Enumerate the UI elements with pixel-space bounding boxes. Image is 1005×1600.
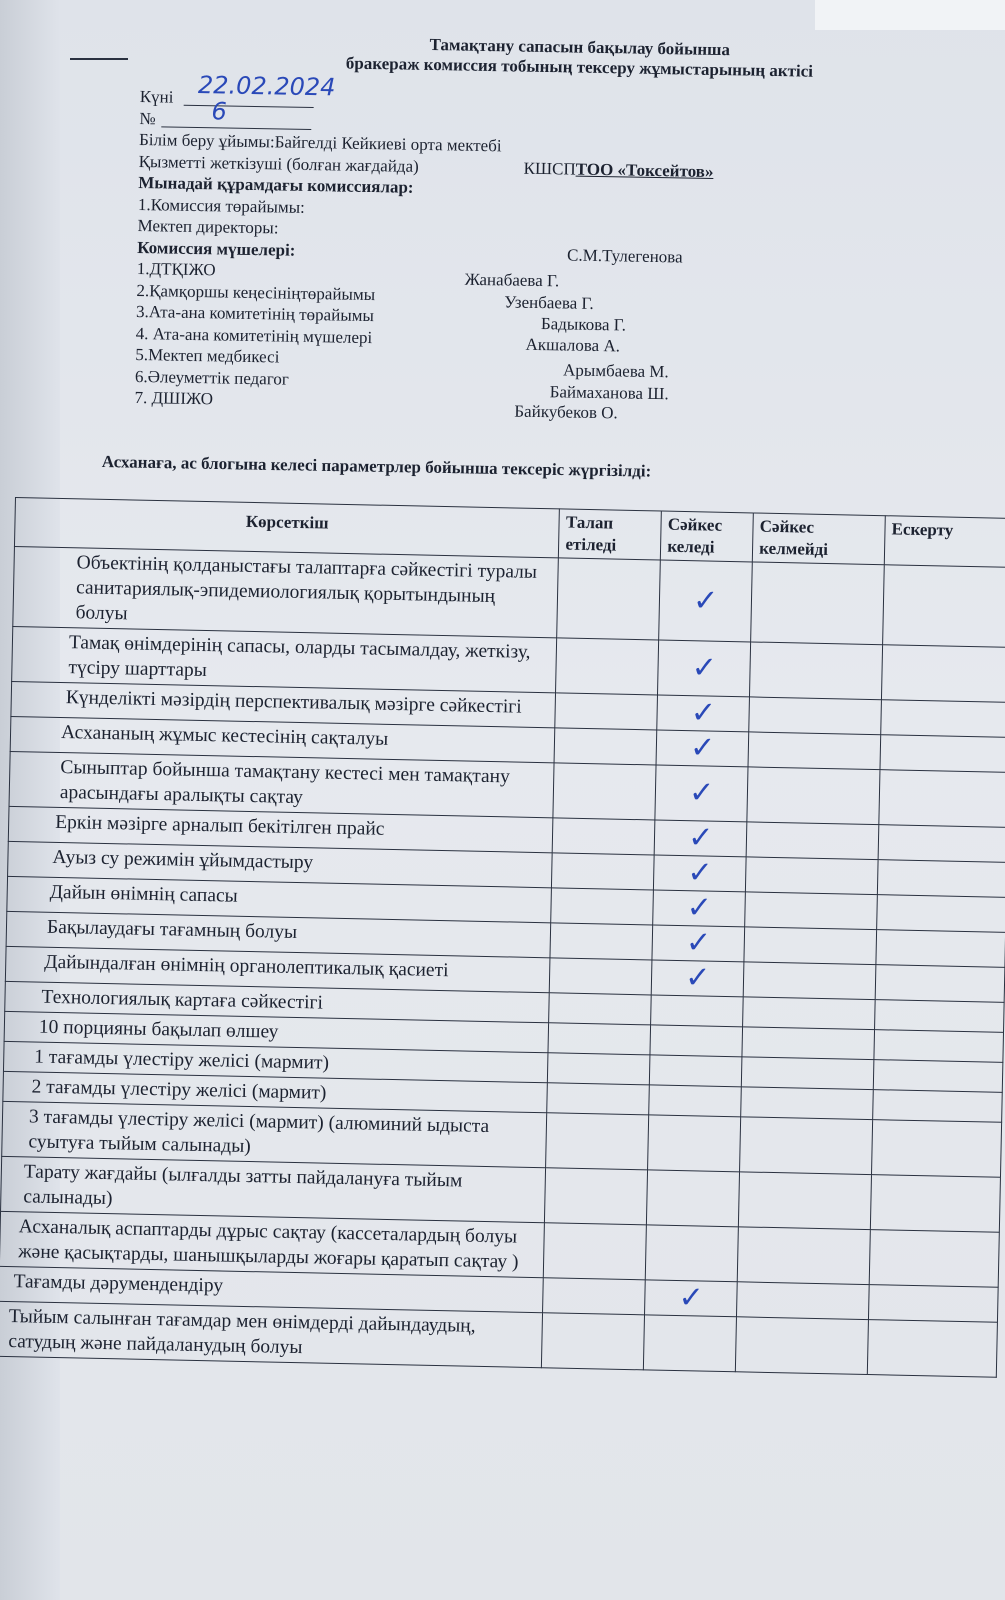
director-name: С.М.Тулегенова — [566, 244, 683, 266]
inspection-table — [0, 497, 1005, 1378]
indicator-cell: Объектінің қолданыстағы талаптарға сәйкестігі туралы санитариялық-эпидемиологиялық қорытындының болуы — [13, 546, 559, 637]
indicator-cell: Ауыз су режимін ұйымдастыру — [8, 841, 553, 887]
indicator-cell: Тамақ өнімдерінің сапасы, оларды тасымалдау, жеткізу, түсіру шарттары — [12, 626, 557, 692]
indicator-cell: Тағамды дәрумендендіру — [0, 1266, 544, 1312]
check-mark-icon: ✓ — [687, 855, 713, 891]
not-complies-cell — [739, 1172, 872, 1230]
member-name: Акшалова А. — [525, 334, 621, 355]
required-cell — [549, 993, 652, 1025]
required-cell — [552, 853, 655, 890]
col-indicator: Көрсеткіш — [14, 498, 559, 558]
not-complies-cell — [745, 892, 878, 930]
complies-cell — [651, 960, 744, 997]
complies-cell — [657, 695, 750, 732]
check-mark-icon: ✓ — [691, 650, 718, 686]
page-corner — [815, 0, 1005, 30]
date-value: 22.02.2024 — [197, 71, 336, 102]
indicator-cell: 10 порцияны бақылап өлшеу — [4, 1011, 549, 1052]
note-cell — [882, 645, 1005, 703]
complies-cell — [650, 1025, 743, 1057]
inspection-intro: Асханаға, ас блогына келесі параметрлер бойынша тексеріс жүргізілді: — [101, 452, 652, 481]
note-cell — [867, 1320, 997, 1378]
date-label: Күні — [139, 86, 174, 107]
indicator-cell: Дайын өнімнің сапасы — [7, 876, 552, 922]
complies-cell — [645, 1225, 738, 1282]
member-role: 2.Қамқоршы кеңесініңтөрайымы — [136, 280, 376, 304]
required-cell — [543, 1278, 646, 1315]
indicator-cell: Еркін мәзірге арналып бекітілген прайс — [8, 806, 553, 852]
indicator-cell: Тыйым салынған тағамдар мен өнімдерді дайындаудың, сатудың және пайдаланудың болуы — [0, 1301, 543, 1367]
indicator-cell: Бақылаудағы тағамның болуы — [6, 911, 551, 957]
required-cell — [547, 1083, 650, 1115]
required-cell — [544, 1223, 647, 1280]
supplier-company: ТОО «Токсейтов» — [575, 159, 714, 181]
not-complies-cell — [749, 697, 882, 735]
complies-cell — [647, 1170, 740, 1227]
title-line-2: бракераж комиссия тобының тексеру жұмыстарының актісі — [345, 53, 814, 81]
not-complies-cell — [737, 1227, 870, 1285]
check-mark-icon: ✓ — [686, 890, 713, 926]
complies-cell — [659, 560, 753, 642]
check-mark-icon: ✓ — [687, 820, 714, 856]
required-cell — [550, 958, 653, 995]
indicator-cell: Сыныптар бойынша тамақтану кестесі мен тамақтану арасындағы аралықты сақтау — [9, 751, 554, 817]
col-complies: Сәйкес келеді — [661, 511, 754, 562]
member-role: 3.Ата-ана комитетінің төрайымы — [135, 301, 375, 326]
commission-title: Мынадай құрамдағы комиссиялар: — [138, 172, 414, 197]
member-name: Узенбаева Г. — [504, 291, 594, 313]
required-cell — [550, 923, 653, 960]
complies-cell — [645, 1280, 738, 1317]
check-mark-icon: ✓ — [689, 730, 716, 766]
complies-cell — [653, 890, 746, 927]
member-role: 6.Әлеуметтік педагог — [134, 366, 290, 389]
document-title — [259, 32, 900, 83]
member-role: 5.Мектеп медбикесі — [135, 344, 280, 367]
not-complies-cell — [746, 857, 879, 895]
not-complies-cell — [741, 1087, 873, 1120]
not-complies-cell — [747, 767, 880, 825]
note-cell — [877, 895, 1005, 933]
not-complies-cell — [743, 997, 875, 1030]
required-cell — [551, 888, 654, 925]
check-mark-icon: ✓ — [692, 582, 719, 619]
complies-cell — [658, 640, 751, 697]
note-cell — [874, 1030, 1004, 1063]
inspection-table-wrap — [0, 497, 1005, 1378]
member-name: Байкубеков О. — [514, 401, 618, 423]
note-cell — [873, 1060, 1003, 1093]
note-cell — [872, 1120, 1002, 1178]
title-line-1: Тамақтану сапасын бақылау бойынша — [429, 34, 731, 60]
header-dash — [70, 58, 128, 60]
note-cell — [883, 565, 1005, 648]
complies-cell — [654, 855, 747, 892]
check-mark-icon: ✓ — [685, 925, 712, 961]
note-cell — [878, 825, 1005, 863]
indicator-cell: Дайындалған өнімнің органолептикалық қасиеті — [5, 946, 550, 992]
note-cell — [881, 700, 1005, 738]
complies-cell — [649, 1085, 742, 1117]
table-body — [0, 546, 1005, 1377]
not-complies-cell — [737, 1282, 870, 1320]
note-cell — [873, 1090, 1003, 1123]
member-name: Жанабаева Г. — [464, 269, 560, 291]
org-row: Білім беру ұйымы:Байгелді Кейкиеві орта мектебі — [138, 129, 502, 156]
not-complies-cell — [748, 732, 881, 770]
not-complies-cell — [741, 1057, 873, 1090]
member-name: Бадыкова Г. — [540, 314, 627, 335]
member-role: 1.ДТҚІЖО — [136, 258, 216, 280]
members-title: Комиссия мүшелері: — [137, 237, 296, 260]
indicator-cell: 1 тағамды үлестіру желісі (мармит) — [3, 1041, 548, 1082]
indicator-cell: Технологиялық картаға сәйкестігі — [5, 981, 550, 1022]
complies-cell — [644, 1315, 737, 1372]
number-label: № — [139, 108, 156, 128]
not-complies-cell — [742, 1027, 874, 1060]
required-cell — [548, 1053, 651, 1085]
complies-cell — [652, 925, 745, 962]
note-cell — [876, 930, 1005, 968]
not-complies-cell — [736, 1317, 869, 1375]
indicator-cell: Күнделікті мәзірдің перспективалық мәзірге сәйкестігі — [11, 681, 556, 727]
not-complies-cell — [746, 822, 879, 860]
complies-cell — [648, 1115, 741, 1172]
required-cell — [556, 638, 659, 695]
complies-cell — [651, 995, 744, 1027]
check-mark-icon: ✓ — [690, 695, 717, 731]
complies-cell — [656, 730, 749, 767]
required-cell — [554, 728, 657, 765]
note-cell — [877, 860, 1005, 898]
indicator-cell: 3 тағамды үлестіру желісі (мармит) (алюминий ыдыста суытуға тыйым салынады) — [2, 1101, 547, 1167]
not-complies-cell — [740, 1117, 873, 1175]
chair-label: 1.Комиссия төрайымы: — [137, 194, 306, 217]
note-cell — [875, 965, 1005, 1003]
note-cell — [880, 735, 1005, 773]
date-underline — [184, 105, 314, 108]
check-mark-icon: ✓ — [684, 960, 711, 996]
col-not-complies: Сәйкес келмейді — [752, 513, 885, 565]
supplier-kshsp: КШСП — [523, 158, 576, 179]
required-cell — [557, 558, 661, 640]
required-cell — [542, 1313, 645, 1370]
not-complies-cell — [744, 927, 877, 965]
note-cell — [869, 1285, 999, 1323]
director-label: Мектеп директоры: — [137, 215, 279, 238]
note-cell — [869, 1230, 999, 1288]
note-cell — [875, 1000, 1005, 1033]
not-complies-cell — [751, 562, 885, 645]
complies-cell — [654, 820, 747, 857]
required-cell — [546, 1113, 649, 1170]
required-cell — [545, 1168, 648, 1225]
required-cell — [555, 693, 658, 730]
member-role: 7. ДШІЖО — [134, 387, 214, 409]
col-required: Талап етіледі — [559, 509, 662, 560]
required-cell — [553, 763, 656, 820]
note-cell — [870, 1175, 1000, 1233]
not-complies-cell — [743, 962, 876, 1000]
complies-cell — [650, 1055, 743, 1087]
supplier-label: Қызметті жеткізуші (болған жағдайда) — [138, 151, 419, 176]
check-mark-icon: ✓ — [688, 775, 715, 811]
not-complies-cell — [750, 642, 883, 700]
required-cell — [553, 818, 656, 855]
indicator-cell: Тарату жағдайы (ылғалды затты пайдалануға тыйым салынады) — [1, 1156, 546, 1222]
indicator-cell: Асханалық аспаптарды дұрыс сақтау (кассеталардың болуы және қасықтарды, шанышқыларды жоғары қаратып сақтау ) — [0, 1211, 545, 1277]
indicator-cell: 2 тағамды үлестіру желісі (мармит) — [3, 1071, 548, 1112]
complies-cell — [655, 765, 748, 822]
act-details — [134, 71, 840, 423]
col-note: Ескерту — [884, 516, 1005, 568]
number-value: 6 — [211, 96, 228, 126]
indicator-cell: Асхананың жұмыс кестесінің сақталуы — [10, 716, 555, 762]
note-cell — [879, 770, 1005, 828]
required-cell — [548, 1023, 651, 1055]
member-role: 4. Ата-ана комитетінің мүшелері — [135, 323, 373, 347]
check-mark-icon: ✓ — [678, 1280, 705, 1316]
member-name: Арымбаева М. — [562, 360, 669, 382]
member-name: Баймаханова Ш. — [549, 381, 669, 403]
